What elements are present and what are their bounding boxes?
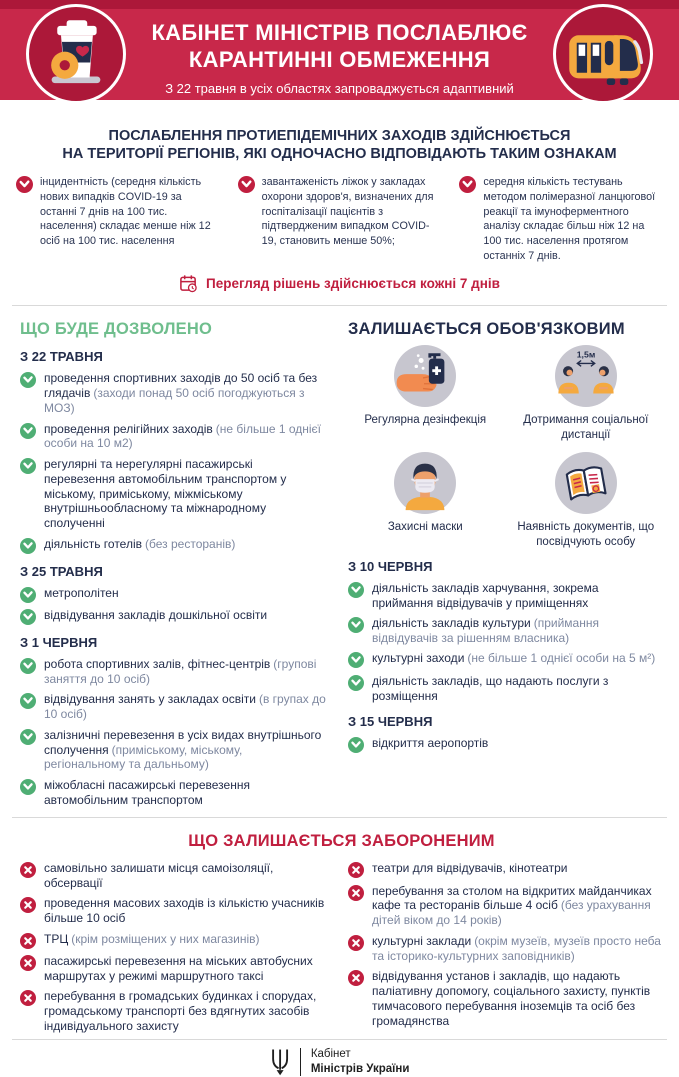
metro-train-icon bbox=[553, 4, 653, 104]
mandatory-item bbox=[509, 452, 664, 549]
trident-icon bbox=[270, 1048, 290, 1076]
x-circle-icon bbox=[348, 862, 364, 878]
criteria-text: середня кількість тестувань методом полімеразної ланцюгової реакції та імуноферментного аналізу складає більш ніж 12 на 100 тис. населення протягом останніх 7 днів. bbox=[483, 176, 656, 262]
list-item bbox=[20, 371, 326, 416]
list-item bbox=[348, 674, 663, 704]
item-text: театри для відвідувачів, кінотеатри bbox=[372, 861, 568, 876]
check-circle-icon bbox=[20, 658, 36, 674]
list-item bbox=[20, 422, 326, 452]
item-text: регулярні та нерегулярні пасажирські перевезення автомобільним транспортом у міському, приміському, міжміському внутрішньообласному та міжнародному сполученні bbox=[44, 456, 287, 531]
list-item bbox=[348, 934, 663, 964]
list-item bbox=[20, 896, 326, 926]
criteria-item bbox=[238, 175, 442, 263]
x-circle-icon bbox=[348, 935, 364, 951]
criteria-item bbox=[16, 175, 220, 263]
prohibited-columns bbox=[20, 861, 663, 1039]
criteria-text: інцидентність (середня кількість нових випадків COVID-19 за останні 7 днів на 100 тис. населення) складає менше ніж 12 осіб на 100 тис. населення bbox=[40, 176, 211, 248]
list-item bbox=[348, 884, 663, 929]
date-heading: З 15 ЧЕРВНЯ bbox=[348, 713, 433, 729]
item-text: проведення масових заходів із кількістю учасників більше 10 осіб bbox=[44, 896, 325, 926]
item-text: культурні заклади bbox=[372, 933, 472, 948]
check-circle-icon bbox=[20, 458, 36, 474]
org-line2: Міністрів України bbox=[310, 1063, 410, 1076]
item-note: (не більше 1 однієї особи на 10 м2) bbox=[44, 421, 322, 451]
date-heading: З 22 ТРАВНЯ bbox=[20, 349, 103, 365]
x-circle-icon bbox=[20, 955, 36, 971]
distance-label: 1,5м bbox=[576, 350, 596, 360]
item-note: (групові заняття до 10 осіб) bbox=[44, 657, 317, 687]
list-item bbox=[20, 457, 326, 531]
prohibited-heading: ЩО ЗАЛИШАЄТЬСЯ ЗАБОРОНЕНИМ bbox=[188, 832, 495, 851]
list-item bbox=[348, 969, 663, 1029]
item-text: діяльність закладів культури bbox=[372, 616, 531, 631]
page-title-line2: КАРАНТИННІ ОБМЕЖЕННЯ bbox=[188, 46, 491, 72]
mandatory-caption: Дотримання соціальної дистанції bbox=[523, 414, 649, 441]
check-circle-icon bbox=[20, 779, 36, 795]
list-item bbox=[20, 657, 326, 687]
check-circle-icon bbox=[20, 372, 36, 388]
item-note: (без урахування дітей віком до 14 років) bbox=[372, 898, 651, 928]
criteria-section bbox=[0, 116, 679, 293]
date-heading: З 10 ЧЕРВНЯ bbox=[348, 558, 433, 574]
x-circle-icon bbox=[20, 897, 36, 913]
footer-separator bbox=[300, 1048, 301, 1076]
criteria-heading bbox=[16, 128, 663, 163]
social-distance-icon bbox=[555, 345, 617, 407]
x-circle-icon bbox=[20, 933, 36, 949]
list-item bbox=[348, 736, 663, 753]
item-text: залізничні перевезення в усіх видах внутрішнього сполучення bbox=[44, 727, 322, 757]
check-circle-icon bbox=[459, 176, 476, 193]
allowed-section bbox=[20, 316, 326, 813]
criteria-heading-line1: ПОСЛАБЛЕННЯ ПРОТИЕПІДЕМІЧНИХ ЗАХОДІВ ЗДІЙСНЮЄТЬСЯ bbox=[108, 128, 571, 144]
mandatory-caption: Наявність документів, що посвідчують особу bbox=[517, 521, 655, 548]
item-text: самовільно залишати місця самоізоляції, обсервації bbox=[44, 861, 274, 890]
list-item bbox=[20, 608, 326, 625]
item-text: діяльність закладів, що надають послуги з розміщення bbox=[372, 673, 609, 703]
list-item bbox=[20, 586, 326, 603]
check-circle-icon bbox=[20, 587, 36, 603]
top-strip bbox=[0, 0, 679, 9]
item-text: діяльність закладів харчування, зокрема приймання відвідувачів у приміщеннях bbox=[372, 580, 599, 610]
item-text: відкриття аеропортів bbox=[372, 735, 489, 750]
mandatory-grid bbox=[348, 345, 663, 549]
prohibited-right-column bbox=[348, 861, 663, 1039]
check-circle-icon bbox=[348, 652, 364, 668]
item-note: (крім розміщених у них магазинів) bbox=[71, 931, 260, 946]
review-note-row bbox=[16, 274, 663, 293]
item-text: відвідування занять у закладах освіти bbox=[44, 692, 256, 707]
list-item bbox=[20, 537, 326, 554]
check-circle-icon bbox=[20, 423, 36, 439]
mandatory-heading: ЗАЛИШАЄТЬСЯ ОБОВ'ЯЗКОВИМ bbox=[348, 320, 625, 339]
item-text: відвідування установ і закладів, що надають паліативну допомогу, соціального захисту, пунктів тимчасового перебування іноземців та осіб без громадянства bbox=[372, 968, 651, 1028]
check-circle-icon bbox=[348, 675, 364, 691]
list-item bbox=[20, 954, 326, 984]
mandatory-item bbox=[348, 345, 503, 442]
list-item bbox=[20, 861, 326, 891]
review-note-text: Перегляд рішень здійснюється кожні 7 днів bbox=[206, 276, 500, 292]
org-line1: Кабінет bbox=[310, 1048, 351, 1061]
date-heading: З 25 ТРАВНЯ bbox=[20, 563, 103, 579]
item-note: (приймання відвідувачів за рішенням власника) bbox=[372, 616, 599, 646]
list-item bbox=[20, 778, 326, 808]
mandatory-caption: Захисні маски bbox=[387, 521, 463, 534]
list-item bbox=[20, 989, 326, 1034]
header-banner bbox=[0, 0, 679, 116]
list-item bbox=[348, 651, 663, 668]
item-text: відвідування закладів дошкільної освіти bbox=[44, 608, 268, 623]
check-circle-icon bbox=[238, 176, 255, 193]
item-text: перебування в громадських будинках і спорудах, громадському транспорті без вдягнутих засобів індивідуального захисту bbox=[44, 989, 317, 1034]
date-heading: З 1 ЧЕРВНЯ bbox=[20, 635, 98, 651]
prohibited-left-column bbox=[20, 861, 326, 1039]
x-circle-icon bbox=[20, 862, 36, 878]
face-mask-icon bbox=[394, 452, 456, 514]
check-circle-icon bbox=[20, 729, 36, 745]
footer bbox=[0, 1040, 679, 1077]
check-circle-icon bbox=[20, 609, 36, 625]
item-note: (приміському, міському, регіональному та дальньому) bbox=[44, 742, 243, 772]
item-note: (заходи понад 50 осіб погоджуються з МОЗ) bbox=[44, 386, 305, 416]
item-text: метрополітен bbox=[44, 585, 119, 600]
criteria-item bbox=[459, 175, 663, 263]
coffee-donut-icon bbox=[26, 4, 126, 104]
x-circle-icon bbox=[348, 885, 364, 901]
org-name bbox=[311, 1047, 410, 1077]
page-subtitle: З 22 травня в усіх областях запроваджується адаптивний карантин bbox=[165, 80, 514, 111]
list-item bbox=[348, 861, 663, 878]
check-circle-icon bbox=[16, 176, 33, 193]
item-note: (без ресторанів) bbox=[145, 536, 236, 551]
hand-sanitizer-icon bbox=[394, 345, 456, 407]
list-item bbox=[20, 932, 326, 949]
criteria-columns bbox=[16, 175, 663, 263]
mandatory-item bbox=[348, 452, 503, 549]
header-text bbox=[140, 20, 539, 111]
list-item bbox=[20, 728, 326, 773]
main-columns bbox=[0, 306, 679, 817]
calendar-clock-icon bbox=[179, 274, 198, 293]
item-text: пасажирські перевезення на міських автобусних маршрутах у режимі маршрутного таксі bbox=[44, 954, 313, 983]
list-item bbox=[20, 692, 326, 722]
list-item bbox=[348, 616, 663, 646]
list-item bbox=[348, 581, 663, 611]
item-text: діяльність готелів bbox=[44, 536, 142, 551]
item-text: робота спортивних залів, фітнес-центрів bbox=[44, 657, 271, 672]
item-text: ТРЦ bbox=[44, 931, 69, 946]
check-circle-icon bbox=[348, 737, 364, 753]
criteria-text: завантаженість ліжок у закладах охорони здоров'я, визначених для госпіталізації пацієнтів з підтвердженим випадком COVID-19, становить менше 50%; bbox=[261, 176, 434, 248]
item-text: міжобласні пасажирські перевезення автомобільним транспортом bbox=[44, 777, 250, 807]
page-title-line1: КАБІНЕТ МІНІСТРІВ ПОСЛАБЛЮЄ bbox=[151, 20, 528, 45]
item-text: перебування за столом на відкритих майданчиках кафе та ресторанів більше 4 осіб bbox=[372, 883, 652, 913]
item-text: культурні заходи bbox=[372, 651, 465, 666]
item-note: (окрім музеїв, музеїв просто неба та історико-культурних заповідників) bbox=[372, 933, 661, 963]
item-text: проведення релігійних заходів bbox=[44, 421, 213, 436]
criteria-heading-line2: НА ТЕРИТОРІЇ РЕГІОНІВ, ЯКІ ОДНОЧАСНО ВІДПОВІДАЮТЬ ТАКИМ ОЗНАКАМ bbox=[62, 145, 617, 162]
check-circle-icon bbox=[20, 538, 36, 554]
x-circle-icon bbox=[20, 990, 36, 1006]
prohibited-section bbox=[0, 818, 679, 1039]
mandatory-section bbox=[348, 316, 663, 813]
mandatory-item bbox=[509, 345, 664, 442]
item-text: проведення спортивних заходів до 50 осіб та без глядачів bbox=[44, 371, 318, 401]
x-circle-icon bbox=[348, 970, 364, 986]
check-circle-icon bbox=[348, 582, 364, 598]
item-note: (не більше 1 однієї особи на 5 м²) bbox=[467, 651, 656, 666]
mandatory-caption: Регулярна дезінфекція bbox=[364, 414, 487, 427]
allowed-heading: ЩО БУДЕ ДОЗВОЛЕНО bbox=[20, 320, 213, 339]
item-note: (в групах до 10 осіб) bbox=[44, 692, 326, 722]
check-circle-icon bbox=[348, 617, 364, 633]
check-circle-icon bbox=[20, 693, 36, 709]
id-documents-icon bbox=[555, 452, 617, 514]
